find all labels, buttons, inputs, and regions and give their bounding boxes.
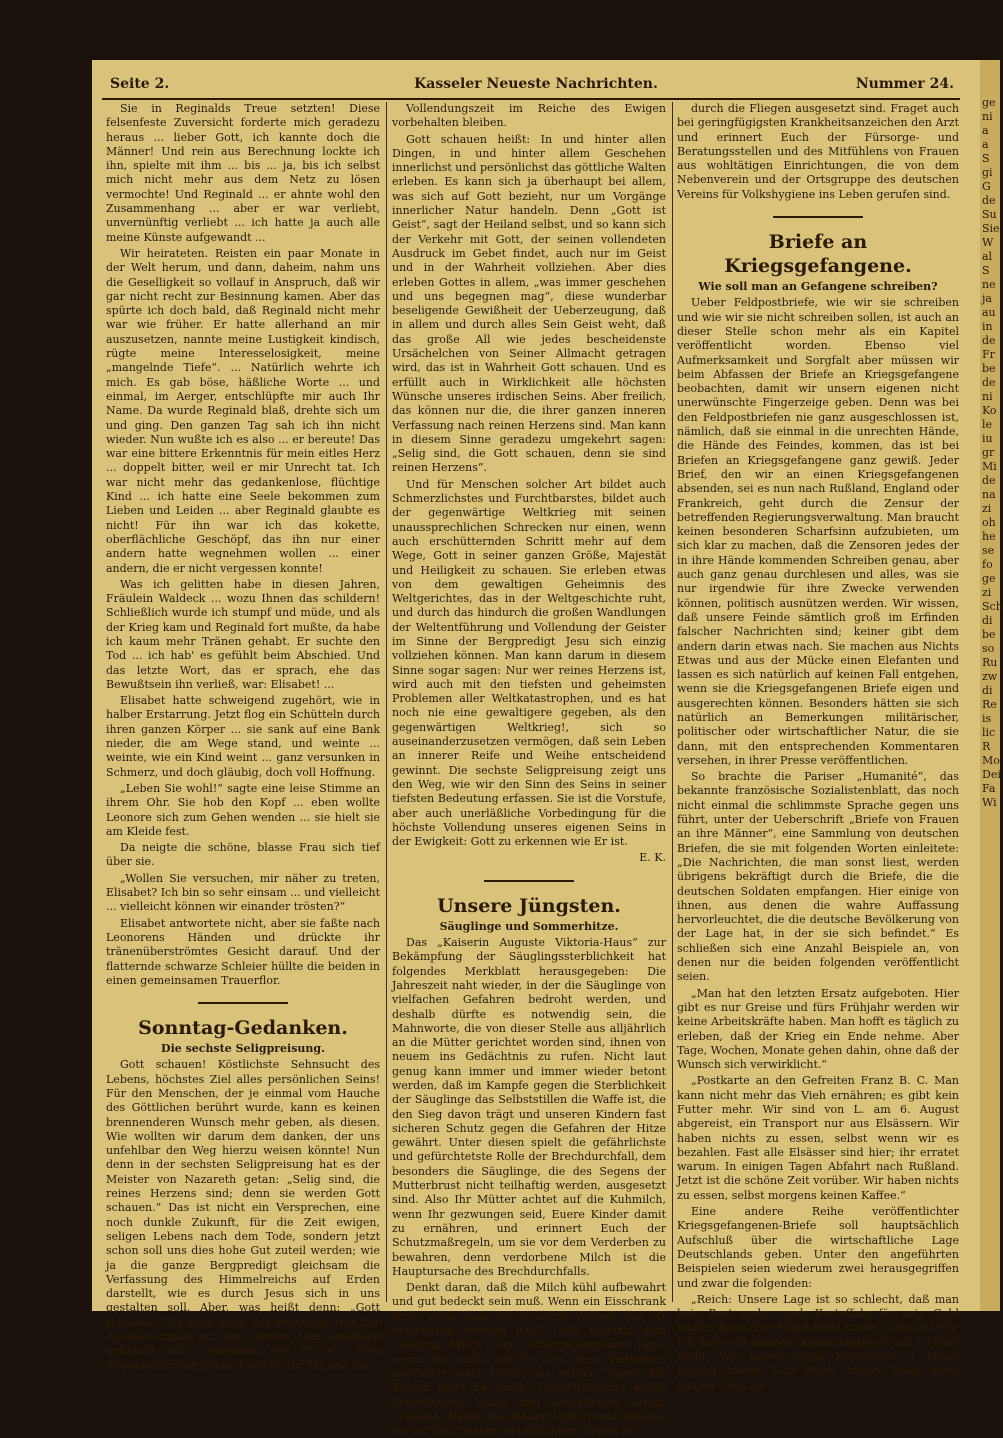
text-fragment: Fr [982,348,995,361]
column-3 [677,102,959,1392]
text-fragment: Mo [982,754,1000,767]
paragraph: Denkt daran, daß die Milch kühl aufbewahrt und gut bedeckt sein muß. Wenn ein Eisschrank fehlt, stelle man sie in kaltes Wasser, das oft gewechselt werden muß. Gebt niemals dem Säugling Milch vom vorhergegangenen Tage, wenn sie nicht auf Eis vor dem Verderben geschützt war! Haltet an heißen Tagen die Kinder nicht zu warm! Ueberwärmung durch Federbetten, Watte und Steckbetten bringt Schaden. Badet die Kinder täglich und behütet sie vor den Qualen und Gefahren, denen sie [392,1281,666,1438]
pow-letters-heading: Briefe an Kriegsgefangene. [724,231,912,278]
paragraph: „Leben Sie wohl!“ sagte eine leise Stimme an ihrem Ohr. Sie hob den Kopf ... eben wollte Leonore sich zum Gehen wenden ... sie hielt sie am Kleide fest. [106,781,380,838]
paragraph: Elisabet hatte schweigend zugehört, wie in halber Erstarrung. Jetzt flog ein Schütteln durch ihren ganzen Körper ... sie sank auf eine Bank nieder, die am Wege stand, und weinte ... weinte, wie ein Kind weint ... ganz versunken in Schmerz, und doch gläubig, doch voll Hoffnung. [106,694,380,779]
paragraph: Vollendungszeit im Reiche des Ewigen vorbehalten bleiben. [392,102,666,130]
text-fragment: ni [982,110,993,123]
newspaper-page [92,60,980,1438]
story-continuation [106,102,380,988]
text-fragment: R [982,740,991,753]
paragraph: Was ich gelitten habe in diesen Jahren, Fräulein Waldeck ... wozu Ihnen das schildern! Schließlich wurde ich stumpf und müde, und als der Krieg kam und Reginald fort mußte, da habe ich kaum mehr Tränen gehabt. Er suchte den Tod ... ich hab' es gefühlt beim Abschied. Und das letzte Wort, das er sprach, ehe das Bewußtsein ihn verließ, war: Elisabet! ... [106,577,380,691]
text-fragment: be [982,362,996,375]
text-fragment: de [982,474,996,487]
text-fragment: ge [982,572,996,585]
sunday-thoughts-continuation [392,102,666,849]
paragraph: Wir heirateten. Reisten ein paar Monate in der Welt herum, und dann, daheim, nahm uns die Geselligkeit so vollauf in Anspruch, daß wir gar nicht recht zur Besinnung kamen. Aber das spürte ich doch bald, daß Reginald nicht mehr war wie früher. Er hatte allerhand an mir auszusetzen, nannte meine Lustigkeit kindisch, rügte meine Interesselosigkeit, meine „mangelnde Tiefe“. ... Natürlich wehrte ich mich. Es gab böse, häßliche Worte ... und einmal, im Aerger, entschlüpfte mir auch Ihr Name. Da wurde Reginald blaß, drehte sich um und ging. Den ganzen Tag sah ich ihn nicht wieder. Nun wußte ich es also ... er bereute! Das war eine bittere Erkenntnis für mein eitles Herz ... doppelt bitter, weil er mir Unrecht tat. Ich war nicht mehr das gedankenlose, flüchtige Kind ... ich hatte eine Seele bekommen zum Lieben und Leiden ... aber Reginald glaubte es nicht! Für ihn war ich das kokette, oberflächliche Geschöpf, das ihn nur einer andern hatte wegnehmen wollen ... einer andern, die er nicht vergessen konnte! [106,246,380,575]
text-fragment: fo [982,558,993,571]
text-fragment: lic [982,726,996,739]
text-fragment: Sch [982,600,1003,613]
text-fragment: zi [982,586,992,599]
column-2 [392,102,666,1438]
header-rule [102,98,960,100]
page-header [102,74,970,98]
text-fragment: a [982,138,989,151]
text-fragment: de [982,194,996,207]
paragraph: durch die Fliegen ausgesetzt sind. Fraget auch bei geringfügigsten Krankheitsanzeichen den Arzt und erinnert Euch der Fürsorge- und Beratungsstellen und des Mitfühlens von Frauen aus wohltätigen Einrichtungen, die von dem Nebenverein und der Ortsgruppe des deutschen Vereins für Volkshygiene ins Leben gerufen sind. [677,102,959,201]
text-fragment: ni [982,390,993,403]
text-fragment: le [982,418,993,431]
text-fragment: de [982,376,996,389]
next-page-edge [980,60,1003,1311]
text-fragment: ja [982,292,992,305]
text-fragment: de [982,334,996,347]
text-fragment: Fa [982,782,996,795]
text-fragment: iu [982,432,993,445]
kids-continuation [677,102,959,202]
text-fragment: in [982,320,993,333]
author-signature: E. K. [639,851,666,865]
paragraph: Und für Menschen solcher Art bildet auch Schmerzlichstes und Furchtbarstes, bildet auch der gegenwärtige Weltkrieg mit seinen unaussprechlichen Schrecken nur einen, wenn auch erschütternden Schritt mehr auf dem Wege, Gott in seiner ganzen Größe, Majestät und Heiligkeit zu schauen. Sie erleben etwas von dem gewaltigen Geheimnis des Weltgerichtes, das in der Weltgeschichte ruht, und durch das hindurch die großen Wandlungen der Weltentführung und Vollendung der Geister im Sinne der Bergpredigt Jesu sich einzig vollziehen können. Man kann darum in diesem Sinne sogar sagen: Nur wer reines Herzens ist, wird auch mit den tiefsten und geheimsten Problemen aller Weltkatastrophen, und es hat noch nie eine gewaltigere gegeben, als den gegenwärtigen Weltkrieg!, sich so auseinanderzusetzen vermögen, daß sein Leben an innerer Reife und Weihe entscheidend gewinnt. Die sechste Seligpreisung zeigt uns den Weg, wie wir den Sinn des Seins in seiner tiefsten Bedeutung erfassen. Sie ist die Vorstufe, aber auch unerläßliche Vorbedingung für die höchste Vollendung unseres eigenen Seins in der Ewigkeit: Gott zu erkennen wie Er ist. [392,477,666,849]
paragraph: Gott schauen heißt: In und hinter allen Dingen, in und hinter allem Geschehen innerlichst und persönlichst das göttliche Walten erleben. Es kann sich ja überhaupt bei allem, was sich auf Gott bezieht, nur um Vorgänge innerlicher Natur handeln. Denn „Gott ist Geist“, sagt der Heiland selbst, und so kann sich der Verkehr mit Gott, der seinen vollendeten Ausdruck im Gebet findet, auch nur im Geist und in der Wahrheit vollziehen. Aber dies erleben Gottes in allem, „was immer geschehen und uns begegnen mag“, diese wunderbar beseligende Gewißheit der Ueberzeugung, daß in allem und durch alles Sein Geist weht, daß das große All wie jedes bescheidenste Ursächelchen von Seiner Allmacht getragen wird, das ist in Wahrheit Gott schauen. Und es erfüllt auch in Wirklichkeit alle höchsten Wünsche unseres irdischen Seins. Aber freilich, das können nur die, die ihrer ganzen inneren Verfassung nach reinen Herzens sind. Man kann in diesem Sinne geradezu umgekehrt sagen: „Selig sind, die Gott schauen, denn sie sind reinen Herzens“. [392,132,666,475]
paragraph: So brachte die Pariser „Humanité“, das bekannte französische Sozialistenblatt, das noch nicht einmal die schlimmste Sprache gegen uns führt, unter der Ueberschrift „Briefe von Frauen an ihre Männer“, eine Sammlung von deutschen Briefen, die sie mit folgenden Worten einleitete: „Die Nachrichten, die man sonst liest, werden übrigens bekräftigt durch die Briefe, die die deutschen Soldaten empfangen. Hier einige von ihnen, aus denen die wahre Auffassung hervorleuchtet, die die deutsche Bevölkerung von der Lage hat, in der sie sich befindet.“ Es schließen sich eine Anzahl Beispiele an, von denen nur die beiden folgenden veröffentlicht seien. [677,770,959,984]
text-fragment: Re [982,698,997,711]
paragraph: „Man hat den letzten Ersatz aufgeboten. Hier gibt es nur Greise und fürs Frühjahr werden wir keine Arbeitskräfte haben. Man hofft es täglich zu erleben, daß der Krieg ein Ende nehme. Aber Tage, Wochen, Monate gehen dahin, ohne daß der Wunsch sich verwirklicht.“ [677,986,959,1072]
text-fragment: he [982,530,996,543]
paragraph: Da neigte die schöne, blasse Frau sich tief über sie. [106,841,380,869]
text-fragment: se [982,544,995,557]
issue-number: Nummer 24. [855,76,954,92]
text-fragment: oh [982,516,996,529]
column-divider [386,102,387,1302]
sunday-thoughts-body [106,1058,380,1373]
text-fragment: Ru [982,656,998,669]
text-fragment: zw [982,670,998,683]
text-fragment: al [982,250,993,263]
pow-letters-body [677,296,959,1393]
sunday-thoughts-subheading: Die sechste Seligpreisung. [161,1042,325,1056]
paragraph: Eine andere Reihe veröffentlichter Kriegsgefangenen-Briefe soll hauptsächlich Aufschluß über die wirtschaftliche Lage Deutschlands geben. Unter den angeführten Beispielen seien wiederum zwei herausgegriffen und zwar die folgenden: [677,1205,959,1290]
paragraph: Das „Kaiserin Auguste Viktoria-Haus“ zur Bekämpfung der Säuglingssterblichkeit hat folgendes Merkblatt herausgegeben: Die Jahreszeit naht wieder, in der die Säuglinge von vielfachen Gefahren bedroht werden, und deshalb dürfte es notwendig sein, die Mahnworte, die von dieser Stelle aus alljährlich an die Mütter gerichtet worden sind, ihnen von neuem ins Gedächtnis zu rufen. Nicht laut genug kann immer und immer wieder betont werden, daß im Kampfe gegen die Sterblichkeit der Säuglinge das Selbststillen die Waffe ist, die den Sieg davon trägt und unseren Kindern fast sicheren Schutz gegen die Gefahren der Hitze gewährt. Unter diesen spielt die gefährlichste und gefürchtetste Rolle der Brechdurchfall, dem besonders die Säuglinge, die des Segens der Mutterbrust nicht teilhaftig werden, ausgesetzt sind. Also Ihr Mütter achtet auf die Kuhmilch, wenn Ihr gezwungen seid, Euere Kinder damit zu ernähren, und erinnert Euch der Schutzmaßregeln, um sie vor dem Verderben zu bewahren, denn verdorbene Milch ist die Hauptursache des Brechdurchfalls. [392,936,666,1278]
page-number: Seite 2. [110,76,170,92]
text-fragment: zi [982,502,992,515]
text-fragment: Sie [982,222,1000,235]
kids-heading: Unsere Jüngsten. [437,894,621,917]
text-fragment: a [982,124,989,137]
paragraph: „Wollen Sie versuchen, mir näher zu treten, Elisabet? Ich bin so sehr einsam ... und vielleicht ... vielleicht können wir einander trösten?“ [106,871,380,914]
newspaper-title: Kasseler Neueste Nachrichten. [414,76,658,92]
text-fragment: gi [982,166,993,179]
section-separator [198,1002,288,1004]
paragraph: Gott schauen! Köstlichste Sehnsucht des Lebens, höchstes Ziel alles persönlichen Seins! Für den Menschen, der je einmal vom Hauche des Göttlichen berührt wurde, kann es keinen brennenderen Wunsch mehr geben, als diesen. Wie wollten wir darum dem danken, der uns unfehlbar den Weg hierzu weisen könnte! Nun denn in der sechsten Seligpreisung hat es der Meister von Nazareth getan: „Selig sind, die reines Herzens sind; denn sie werden Gott schauen.“ Das ist nicht ein Versprechen, eine noch dunkle Zukunft, für die Zeit ewigen, seligen Lebens nach dem Tode, sondern jetzt schon soll uns dies hohe Gut zuteil werden; wie ja die ganze Bergpredigt gleichsam die Verfassung des Himmelreichs auf Erden darstellt, wie es durch Jesus sich in uns gestalten soll. Aber, was heißt denn: „Gott schauen?“ Es kann nicht das bedeuten, was der Apostel einmal mit den Worten zum Ausdruck gebracht hat: „erkennen, wie Er ist“. Dies unaussprechlich Große kann in der Tat erst der [106,1058,380,1372]
text-fragment: ge [982,96,996,109]
column-divider [672,102,673,1302]
text-fragment: S [982,152,990,165]
text-fragment: na [982,488,996,501]
kids-subheading: Säuglinge und Sommerhitze. [439,919,619,933]
text-fragment: au [982,306,996,319]
paragraph: Elisabet antwortete nicht, aber sie faßte nach Leonorens Händen und drückte ihr tränenüberströmtes Gesicht darauf. Und der flatternde schwarze Schleier hüllte die beiden in einen gemeinsamen Trauerflor. [106,916,380,987]
text-fragment: Mi [982,460,997,473]
text-fragment: Dei [982,768,1001,781]
text-fragment: so [982,642,995,655]
paragraph: „Reich: Unsere Lage ist so schlecht, daß man kein Brot mehr, noch Kartoffeln für sein Geld kaufen kann. Ein Pfund Mehl kostet schon 30 Pfg. Ich habe mit meinem Kinde Anspruch auf 1 Pfund Mehl. Wir haben sogar Kriegsbrot. 1 Pfund Fleisch kostet 1,20 Mark, keiner kann mehr kaufen. Man ist [677,1292,959,1392]
column-1 [106,102,380,1372]
text-fragment: S [982,264,990,277]
text-fragment: is [982,712,992,725]
text-fragment: G [982,180,991,193]
text-fragment: Wi [982,796,997,809]
sunday-thoughts-heading: Sonntag-Gedanken. [138,1017,348,1040]
paragraph: Ueber Feldpostbriefe, wie wir sie schreiben und wie wir sie nicht schreiben sollen, ist auch an dieser Stelle schon mehr als ein Kapitel veröffentlicht worden. Ebenso viel Aufmerksamkeit und Sorgfalt aber müssen wir beim Abfassen der Briefe an Kriegsgefangene beobachten, damit wir unsern eigenen nicht unerwünschte Fingerzeige geben. Denn was bei den Feldpostbriefen nie ganz ausgeschlossen ist, nämlich, daß sie einmal in die unrechten Hände, die Hände des Feindes, kommen, das ist bei Briefen an Kriegsgefangene ganz gewiß. Jeder Brief, den wir an einen Kriegsgefangenen absenden, sei es nun nach Rußland, England oder Frankreich, geht durch die Zensur der betreffenden Regierungsverwaltung. Man braucht keinen besonderen Scharfsinn aufzubieten, um sich klar zu machen, daß die Zensoren jedes der in ihre Hände kommenden Schreiben genau, aber auch ganz genau durchlesen und alles, was sie nur irgendwie für ihre Zwecke verwenden können, politisch ausnützen werden. Wir wissen, daß unsere Feinde sämtlich groß im Erfinden falscher Nachrichten sind; keiner gibt dem andern darin etwas nach. Sie machen aus Nichts Etwas und aus der Mücke einen Elefanten und lassen es sich natürlich auf keinen Fall entgehen, wenn sie die Kriegsgefangenen Briefe eigen und ausgerechten können. Besonders hätten sie sich natürlich an Bemerkungen militärischer, politischer oder wirtschaftlicher Natur, die sie dann, mit den entsprechenden Kommentaren versehen, in ihrer Presse veröffentlichen. [677,296,959,767]
section-separator [773,216,863,218]
section-separator [484,880,574,882]
text-fragment: Su [982,208,997,221]
text-fragment: gr [982,446,995,459]
next-page-fragments [980,60,1003,810]
paragraph: Sie in Reginalds Treue setzten! Diese felsenfeste Zuversicht forderte mich geradezu heraus ... lieber Gott, ich kannte doch die Männer! Und rein aus Berechnung lockte ich ihn, spielte mit ihm ... bis ... ja, bis ich selbst mich nicht mehr aus dem Netz zu lösen vermochte! Und Reginald ... er ahnte wohl den Zusammenhang ... aber er war verliebt, unvernünftig verliebt ... ich hatte ja auch alle meine Künste aufgewandt ... [106,102,380,244]
text-fragment: Ko [982,404,997,417]
kids-body [392,936,666,1438]
text-fragment: di [982,684,993,697]
text-fragment: W [982,236,994,249]
text-fragment: di [982,614,993,627]
paragraph: „Postkarte an den Gefreiten Franz B. C. Man kann nicht mehr das Vieh ernähren; es gibt kein Futter mehr. Wir sind von L. am 6. August abgereist, ein Transport nur aus Elsässern. Wir haben nichts zu essen, selbst wenn wir es bezahlen. Fast alle Elsässer sind hier; ihr erratet warum. In einigen Tagen Abfahrt nach Rußland. Jetzt ist die schöne Zeit vorüber. Wir haben nichts zu essen, selbst morgens keinen Kaffee.“ [677,1074,959,1202]
text-fragment: ne [982,278,996,291]
pow-letters-subheading: Wie soll man an Gefangene schreiben? [698,280,938,294]
text-fragment: be [982,628,996,641]
